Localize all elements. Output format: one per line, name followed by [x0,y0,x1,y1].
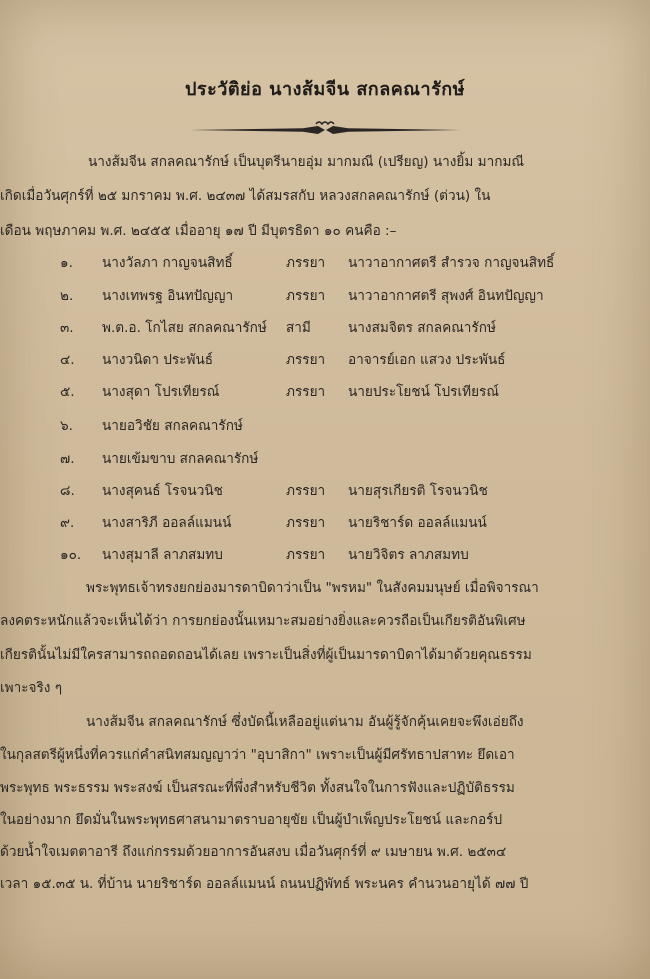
child-spouse: นายประโยชน์ โปรเทียรณ์ [348,384,499,400]
child-spouse: อาจารย์เอก แสวง ประพันธ์ [348,352,506,368]
child-relation: ภรรยา [286,483,326,499]
paragraph3-line-4: ในอย่างมาก ยึดมั่นในพระพุทธศาสนามาตราบอายุขัย เป็นผู้บำเพ็ญประโยชน์ และกอร์ป [0,812,503,828]
child-name: นายเข้มขาบ สกลคณารักษ์ [102,451,259,467]
child-number: ๘. [60,483,75,499]
child-number: ๗. [60,451,75,467]
child-spouse: นาวาอากาศตรี สำรวจ กาญจนสิทธิ์ [348,255,555,271]
child-spouse: นายสุรเกียรติ โรจนวนิช [348,483,488,499]
child-relation: ภรรยา [286,547,326,563]
child-number: ๕. [60,384,75,400]
child-name: นายอวิชัย สกลคณารักษ์ [102,418,243,434]
paragraph3-line-2: ในกุลสตรีผู้หนึ่งที่ควรแก่คำสนิทสมญญาว่า "อุบาสิกา" เพราะเป็นผู้มีศรัทธาปสาทะ ยึดเอา [0,747,515,763]
child-relation: ภรรยา [286,515,326,531]
paragraph2-line-1: พระพุทธเจ้าทรงยกย่องมารดาบิดาว่าเป็น "พรหม" ในสังคมมนุษย์ เมื่อพิจารณา [86,580,539,596]
paragraph3-line-6: เวลา ๑๕.๓๕ น. ที่บ้าน นายริชาร์ด ออลล์แมนน์ ถนนปฏิพัทธ์ พระนคร คำนวนอายุได้ ๗๗ ปี [0,876,529,892]
paragraph2-line-2: ลงคตระหนักแล้วจะเห็นได้ว่า การยกย่องนั้นเหมาะสมอย่างยิ่งและควรถือเป็นเกียรติอันพิเศษ [0,613,526,629]
child-number: ๑๐. [60,547,82,563]
child-name: นางสุดา โปรเทียรณ์ [102,384,220,400]
child-relation: ภรรยา [286,255,326,271]
child-relation: ภรรยา [286,352,326,368]
paragraph2-line-3: เกียรตินั้นไม่มีใครสามารถถอดถอนได้เลย เพราะเป็นสิ่งที่ผู้เป็นมารดาบิดาได้มาด้วยคุณธรรม [0,647,532,663]
ornament-divider-icon [188,120,463,140]
child-spouse: นายริชาร์ด ออลล์แมนน์ [348,515,487,531]
child-name: นางเทพรฐ อินทปัญญา [102,288,234,304]
paragraph3-line-1: นางส้มจีน สกลคณารักษ์ ซึ่งบัดนี้เหลืออยู่แต่นาม อันผู้รู้จักคุ้นเคยจะพึงเอ่ยถึง [86,714,524,730]
child-name: นางวนิดา ประพันธ์ [102,352,214,368]
child-number: ๓. [60,320,74,336]
child-number: ๔. [60,352,75,368]
child-number: ๖. [60,418,73,434]
child-relation: สามี [286,320,311,336]
child-name: นางสุคนธ์ โรจนวนิช [102,483,223,499]
child-name: นางสาริภี ออลล์แมนน์ [102,515,232,531]
page-title: ประวัติย่อ นางส้มจีน สกลคณารักษ์ [184,79,466,100]
child-number: ๙. [60,515,75,531]
child-spouse: นายวิจิตร ลาภสมทบ [348,547,469,563]
intro-line-2: เกิดเมื่อวันศุกร์ที่ ๒๕ มกราคม พ.ศ. ๒๔๓๗ ได้สมรสกับ หลวงสกลคณารักษ์ (ต่วน) ใน [0,188,491,204]
paragraph3-line-3: พระพุทธ พระธรรม พระสงฆ์ เป็นสรณะที่พึ่งสำหรับชีวิต ทั้งสนใจในการฟังและปฏิบัติธรรม [0,780,515,796]
child-number: ๒. [60,288,74,304]
paragraph2-line-4: เพาะจริง ๆ [0,680,63,696]
child-name: นางสุมาลี ลาภสมทบ [102,547,223,563]
child-name: พ.ต.อ. โกไสย สกลคณารักษ์ [102,320,267,336]
intro-line-3: เดือน พฤษภาคม พ.ศ. ๒๔๕๕ เมื่ออายุ ๑๗ ปี มีบุตรธิดา ๑๐ คนคือ :– [0,223,397,239]
paragraph3-line-5: ด้วยน้ำใจเมตตาอารี ถึงแก่กรรมด้วยอาการอันสงบ เมื่อวันศุกร์ที่ ๙ เมษายน พ.ศ. ๒๕๓๔ [0,844,507,860]
child-spouse: นาวาอากาศตรี สุพงศ์ อินทปัญญา [348,288,544,304]
child-relation: ภรรยา [286,384,326,400]
intro-line-1: นางส้มจีน สกลคณารักษ์ เป็นบุตรีนายอุ่ม มากมณี (เปรียญ) นางยิ้ม มากมณี [88,154,525,170]
child-spouse: นางสมจิตร สกลคณารักษ์ [348,320,496,336]
child-number: ๑. [60,255,73,271]
child-name: นางวัลภา กาญจนสิทธิ์ [102,255,233,271]
child-relation: ภรรยา [286,288,326,304]
